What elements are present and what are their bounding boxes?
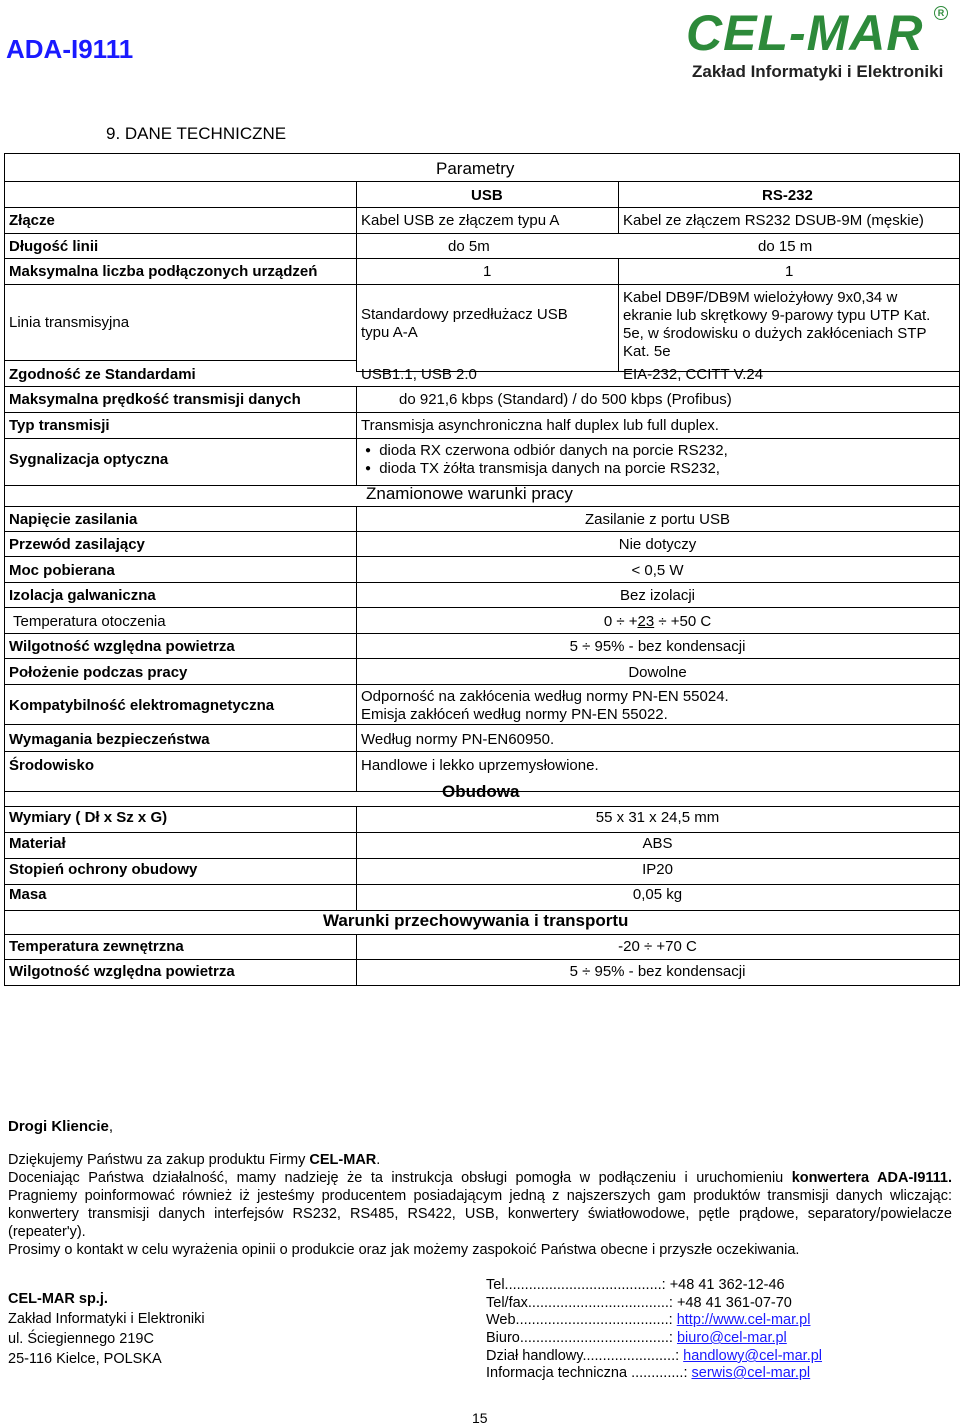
humidity-label: Wilgotność względna powietrza bbox=[9, 638, 235, 655]
transmission-type-label: Typ transmisji bbox=[9, 417, 110, 434]
divider bbox=[5, 412, 959, 413]
ambient-temp-max: ÷ +50 C bbox=[654, 613, 712, 630]
divider bbox=[618, 258, 619, 284]
emc-emission: Emisja zakłóceń według normy PN-EN 55022. bbox=[361, 706, 668, 723]
greeting-comma: , bbox=[108, 1118, 114, 1135]
transmission-line-usb-2: typu A-A bbox=[361, 324, 418, 341]
mass-label: Masa bbox=[9, 886, 47, 903]
thanks-end: . bbox=[376, 1152, 381, 1168]
contact-phone-label: Tel.......................................: bbox=[486, 1277, 670, 1293]
transmission-line-rs232-3: 5e, w środowisku o dużych zakłóceniach STP bbox=[623, 325, 927, 342]
divider bbox=[618, 284, 619, 371]
led-tx-text: dioda TX żółta transmisja danych na porcie RS232, bbox=[379, 460, 720, 477]
supply-voltage-label: Napięcie zasilania bbox=[9, 511, 138, 528]
max-devices-label: Maksymalna liczba podłączonych urządzeń bbox=[9, 263, 318, 280]
divider bbox=[618, 181, 619, 207]
transmission-type-value: Transmisja asynchroniczna half duplex lub full duplex. bbox=[361, 417, 719, 434]
dimensions-label: Wymiary ( Dł x Sz x G) bbox=[9, 809, 168, 826]
contact-office-label: Biuro.....................................: bbox=[486, 1330, 677, 1346]
operating-conditions-heading: Znamionowe warunki pracy bbox=[366, 484, 573, 503]
section-title: 9. DANE TECHNICZNE bbox=[106, 124, 287, 143]
led-rx-item bbox=[365, 441, 728, 460]
supply-voltage-value: Zasilanie z portu USB bbox=[584, 511, 731, 528]
contact-support-label: Informacja techniczna .............: bbox=[486, 1365, 692, 1381]
operating-position-value: Dowolne bbox=[628, 664, 687, 681]
ambient-temp-label: Temperatura otoczenia bbox=[13, 613, 166, 630]
connector-usb: Kabel USB ze złączem typu A bbox=[361, 212, 560, 229]
tech-spec-table bbox=[4, 153, 960, 986]
contact-sales bbox=[486, 1347, 822, 1365]
standards-usb: USB1.1, USB 2.0 bbox=[361, 366, 477, 383]
connector-rs232: Kabel ze złączem RS232 DSUB-9M (męskie) bbox=[623, 212, 924, 229]
divider bbox=[5, 582, 959, 583]
ambient-temp-nominal: 23 bbox=[637, 613, 655, 630]
rs232-column-header: RS-232 bbox=[762, 187, 813, 204]
max-devices-usb: 1 bbox=[483, 263, 492, 280]
registered-mark-icon: R bbox=[934, 6, 948, 20]
divider bbox=[618, 207, 619, 233]
divider bbox=[5, 607, 959, 608]
transmission-line-rs232-2: ekranie lub skrętkowy 9-parowy typu UTP Kat. bbox=[623, 307, 931, 324]
contact-support bbox=[486, 1364, 810, 1382]
standards-rs232: EIA-232, CCITT V.24 bbox=[623, 366, 764, 383]
ip-rating-label: Stopień ochrony obudowy bbox=[9, 861, 198, 878]
contact-phone-value: +48 41 362-12-46 bbox=[669, 1277, 785, 1293]
company-name: CEL-MAR sp.j. bbox=[8, 1291, 108, 1307]
company-city: 25-116 Kielce, POLSKA bbox=[8, 1351, 162, 1367]
divider bbox=[5, 207, 959, 208]
contact-office bbox=[486, 1329, 787, 1347]
ambient-temp-value bbox=[356, 612, 959, 631]
contact-fax bbox=[486, 1294, 792, 1312]
contact-phone bbox=[486, 1276, 785, 1294]
parameters-heading: Parametry bbox=[436, 159, 515, 178]
divider bbox=[5, 386, 959, 387]
page-number: 15 bbox=[472, 1410, 488, 1426]
divider bbox=[5, 806, 959, 807]
line-length-label: Długość linii bbox=[9, 238, 99, 255]
safety-label: Wymagania bezpieczeństwa bbox=[9, 731, 210, 748]
letter-paragraph-2 bbox=[8, 1169, 952, 1241]
storage-temp-label: Temperatura zewnętrzna bbox=[9, 938, 184, 955]
thanks-brand: CEL-MAR bbox=[309, 1152, 377, 1168]
letter-greeting bbox=[8, 1118, 952, 1136]
ip-rating-value: IP20 bbox=[642, 861, 673, 878]
line-length-usb: do 5m bbox=[448, 238, 490, 255]
galvanic-isolation-value: Bez izolacji bbox=[619, 587, 696, 604]
letter-paragraph-1 bbox=[8, 1151, 952, 1169]
divider bbox=[5, 438, 959, 439]
logo-subtitle: Zakład Informatyki i Elektroniki bbox=[692, 62, 944, 81]
bullet-icon: ● bbox=[365, 463, 372, 474]
document-id: ADA-I9111 bbox=[6, 34, 134, 64]
company-street: ul. Ściegiennego 219C bbox=[8, 1331, 154, 1347]
para2-intro: Doceniając Państwa działalność, mamy nadzieję że ta instrukcja obsługi pomogła w podłączeniu i uruchomieniu bbox=[8, 1170, 792, 1186]
storage-temp-value: -20 ÷ +70 C bbox=[618, 938, 697, 955]
power-cable-label: Przewód zasilający bbox=[9, 536, 145, 553]
storage-heading: Warunki przechowywania i transportu bbox=[323, 911, 629, 930]
divider bbox=[5, 658, 959, 659]
divider bbox=[5, 751, 959, 752]
divider bbox=[5, 633, 959, 634]
material-label: Materiał bbox=[9, 835, 66, 852]
contact-office-link[interactable]: biuro@cel-mar.pl bbox=[676, 1330, 787, 1346]
contact-support-link[interactable]: serwis@cel-mar.pl bbox=[691, 1365, 811, 1381]
transmission-line-usb-1: Standardowy przedłużacz USB bbox=[361, 306, 568, 323]
contact-web-link[interactable]: http://www.cel-mar.pl bbox=[676, 1312, 811, 1328]
contact-fax-value: +48 41 361-07-70 bbox=[676, 1295, 792, 1311]
ambient-temp-min: 0 ÷ + bbox=[603, 613, 638, 630]
divider bbox=[356, 386, 357, 485]
power-consumption-value: < 0,5 W bbox=[631, 562, 684, 579]
para2-product: konwertera ADA-I9111. bbox=[791, 1170, 953, 1186]
divider bbox=[356, 181, 357, 207]
operating-position-label: Położenie podczas pracy bbox=[9, 664, 188, 681]
divider bbox=[5, 858, 959, 859]
housing-heading: Obudowa bbox=[442, 782, 520, 801]
environment-label: Środowisko bbox=[9, 757, 95, 774]
contact-sales-label: Dział handlowy.......................: bbox=[486, 1348, 684, 1364]
max-speed-value: do 921,6 kbps (Standard) / do 500 kbps (Profibus) bbox=[399, 391, 732, 408]
standards-label: Zgodność ze Standardami bbox=[9, 366, 196, 383]
material-value: ABS bbox=[642, 835, 673, 852]
divider bbox=[5, 556, 959, 557]
divider bbox=[5, 724, 959, 725]
logo-text: CEL-MAR bbox=[686, 5, 924, 61]
safety-value: Według normy PN-EN60950. bbox=[361, 731, 555, 748]
contact-web bbox=[486, 1311, 810, 1329]
letter-paragraph-3: Prosimy o kontakt w celu wyrażenia opinii o produkcie oraz jak możemy zaspokoić Państwa obecne i przyszłe oczekiwania. bbox=[8, 1242, 800, 1258]
power-consumption-label: Moc pobierana bbox=[9, 562, 115, 579]
storage-humidity-label: Wilgotność względna powietrza bbox=[9, 963, 235, 980]
divider bbox=[5, 506, 959, 507]
greeting-text: Drogi Kliencie bbox=[8, 1118, 109, 1135]
emc-label: Kompatybilność elektromagnetyczna bbox=[9, 697, 275, 714]
divider bbox=[5, 959, 959, 960]
company-dept: Zakład Informatyki i Elektroniki bbox=[8, 1311, 205, 1327]
divider bbox=[5, 258, 959, 259]
optical-signaling-label: Sygnalizacja optyczna bbox=[9, 451, 169, 468]
environment-value: Handlowe i lekko uprzemysłowione. bbox=[361, 757, 599, 774]
dimensions-value: 55 x 31 x 24,5 mm bbox=[595, 809, 720, 826]
company-logo bbox=[686, 4, 946, 86]
divider bbox=[5, 531, 959, 532]
divider bbox=[5, 684, 959, 685]
power-cable-value: Nie dotyczy bbox=[618, 536, 697, 553]
bullet-icon: ● bbox=[365, 445, 372, 456]
divider bbox=[5, 233, 959, 234]
storage-humidity-value: 5 ÷ 95% - bez kondensacji bbox=[569, 963, 746, 980]
contact-web-label: Web......................................: bbox=[486, 1312, 677, 1328]
contact-sales-link[interactable]: handlowy@cel-mar.pl bbox=[683, 1348, 823, 1364]
divider bbox=[5, 284, 959, 285]
divider bbox=[356, 284, 357, 371]
divider bbox=[356, 258, 357, 284]
line-length-rs232: do 15 m bbox=[758, 238, 813, 255]
max-speed-label: Maksymalna prędkość transmisji danych bbox=[9, 391, 301, 408]
max-devices-rs232: 1 bbox=[785, 263, 794, 280]
thanks-text: Dziękujemy Państwu za zakup produktu Firmy bbox=[8, 1152, 310, 1168]
mass-value: 0,05 kg bbox=[632, 886, 683, 903]
galvanic-isolation-label: Izolacja galwaniczna bbox=[9, 587, 156, 604]
led-tx-item bbox=[365, 459, 720, 478]
divider bbox=[5, 360, 356, 361]
divider bbox=[5, 832, 959, 833]
usb-column-header: USB bbox=[471, 187, 503, 204]
contact-fax-label: Tel/fax...................................: bbox=[486, 1295, 677, 1311]
divider bbox=[5, 181, 959, 182]
connector-label: Złącze bbox=[9, 212, 55, 229]
transmission-line-rs232-1: Kabel DB9F/DB9M wielożyłowy 9x0,34 w bbox=[623, 289, 898, 306]
transmission-line-label: Linia transmisyjna bbox=[9, 314, 130, 331]
para2-body: Pragniemy poinformować również iż jesteśmy producentem posiadającym jedną z najszerszych gam produktów transmisji danych wliczając: konwertery transmisji danych interfejsów RS232, RS485, RS422, USB, konwertery światłowodowe, pętle prądowe, separatory/powielacze (repeater'y). bbox=[8, 1188, 952, 1240]
divider bbox=[5, 934, 959, 935]
transmission-line-rs232-4: Kat. 5e bbox=[623, 343, 671, 360]
humidity-value: 5 ÷ 95% - bez kondensacji bbox=[569, 638, 746, 655]
emc-immunity: Odporność na zakłócenia według normy PN-EN 55024. bbox=[361, 688, 729, 705]
led-rx-text: dioda RX czerwona odbiór danych na porcie RS232, bbox=[379, 442, 728, 459]
